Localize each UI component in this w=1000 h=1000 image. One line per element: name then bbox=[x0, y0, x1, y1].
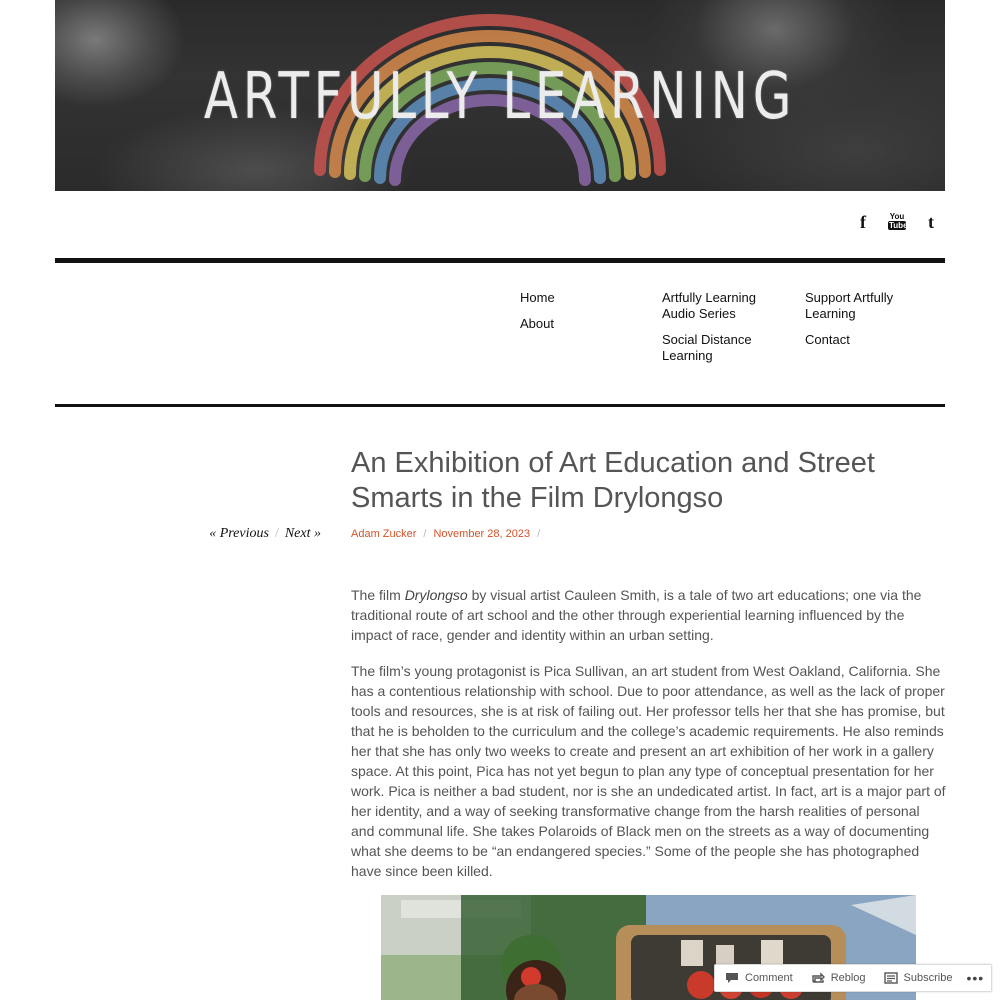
comment-button[interactable] bbox=[725, 972, 793, 984]
post-nav-separator: / bbox=[274, 526, 279, 541]
reblog-icon bbox=[811, 972, 825, 984]
date-link[interactable]: November 28, 2023 bbox=[433, 528, 531, 540]
site-title[interactable]: ARTFULLY LEARNING bbox=[203, 60, 797, 134]
tumblr-icon[interactable]: t bbox=[928, 212, 934, 232]
post-content bbox=[351, 585, 946, 897]
divider-top bbox=[55, 258, 945, 263]
nav-column-3 bbox=[805, 290, 930, 358]
subscribe-label: Subscribe bbox=[903, 972, 953, 984]
subscribe-button[interactable] bbox=[884, 972, 953, 984]
reblog-label: Reblog bbox=[830, 972, 866, 984]
comment-label: Comment bbox=[745, 972, 793, 984]
next-link[interactable]: Next » bbox=[284, 526, 321, 541]
reblog-button[interactable] bbox=[811, 972, 866, 984]
social-links bbox=[854, 212, 940, 232]
nav-audio-series[interactable]: Artfully Learning Audio Series bbox=[662, 290, 756, 321]
nav-support[interactable]: Support Artfully Learning bbox=[805, 290, 894, 321]
paragraph-1 bbox=[351, 585, 946, 645]
nav-about[interactable]: About bbox=[520, 316, 554, 331]
author-link[interactable]: Adam Zucker bbox=[351, 528, 417, 540]
divider-bottom bbox=[55, 404, 945, 407]
post-title: An Exhibition of Art Education and Street Smarts in the Film Drylongso bbox=[351, 447, 875, 514]
post-meta bbox=[351, 528, 547, 540]
post-navigation bbox=[200, 526, 321, 542]
previous-link[interactable]: « Previous bbox=[209, 526, 269, 541]
film-title: Drylongso bbox=[404, 587, 468, 603]
p1-rest: by visual artist Cauleen Smith, is a tale of two art educations; one via the traditional route of art school and the other through experiential learning influenced by the impact of race, gender and identity within an urban setting. bbox=[351, 587, 922, 643]
meta-separator-2: / bbox=[537, 528, 541, 540]
youtube-icon[interactable] bbox=[888, 212, 906, 232]
youtube-icon-top: You bbox=[889, 212, 905, 221]
header-banner[interactable] bbox=[55, 0, 945, 191]
action-bar bbox=[714, 964, 992, 992]
nav-social-distance-learning[interactable]: Social Distance Learning bbox=[662, 332, 752, 363]
meta-separator: / bbox=[423, 528, 427, 540]
nav-column-2 bbox=[662, 290, 787, 374]
youtube-icon-bottom: Tube bbox=[889, 221, 908, 230]
nav-contact[interactable]: Contact bbox=[805, 332, 850, 347]
nav-column-1 bbox=[520, 290, 645, 342]
comment-icon bbox=[725, 972, 739, 984]
nav-home[interactable]: Home bbox=[520, 290, 555, 305]
more-options-icon[interactable]: ••• bbox=[966, 970, 985, 986]
subscribe-icon bbox=[884, 972, 898, 984]
p1-lead: The film bbox=[351, 587, 405, 603]
paragraph-2: The film’s young protagonist is Pica Sullivan, an art student from West Oakland, California. She has a contentious relationship with school. Due to poor attendance, as well as the lack of proper tools and resources, she is at risk of failing out. Her professor tells her that she has promise, but that he is beholden to the curriculum and the college’s academic requirements. He also reminds her that she has only two weeks to create and present an art exhibition of her work in a gallery space. At this point, Pica has not yet begun to plan any type of conceptual presentation for her work. Pica is neither a bad student, nor is she an undedicated artist. In fact, art is a major part of her identity, and a way of seeking transformative change from the harsh realities of personal and communal life. She takes Polaroids of Black men on the streets as a way of documenting what she deems to be “an endangered species.” Some of the people she has photographed have since been killed. bbox=[351, 663, 946, 879]
facebook-icon[interactable]: f bbox=[860, 212, 866, 232]
